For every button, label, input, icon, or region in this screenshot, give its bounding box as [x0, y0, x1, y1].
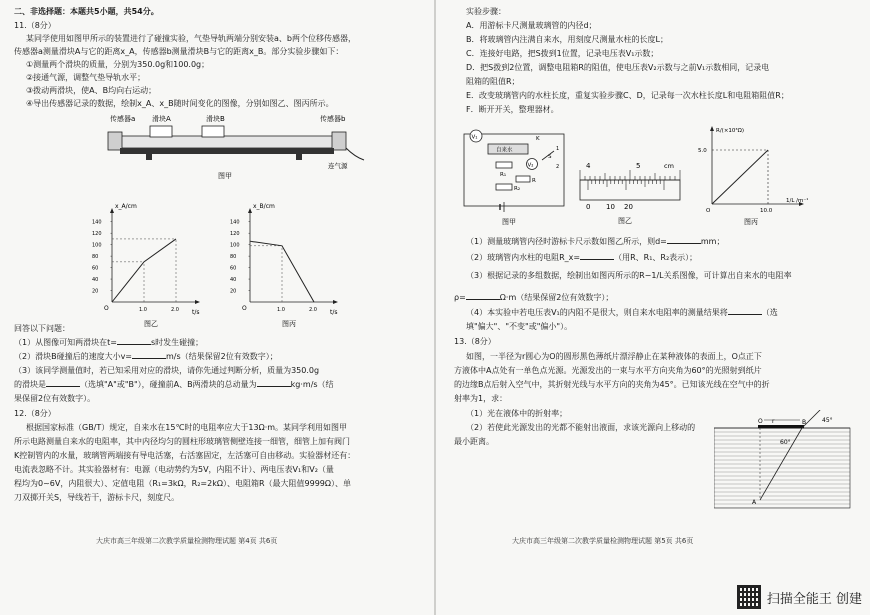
- y-tick-label: 40: [230, 277, 237, 284]
- answer-blank[interactable]: [466, 292, 500, 300]
- right-exam-page: [436, 0, 870, 615]
- answer-intro: 回答以下问题：: [14, 324, 70, 333]
- svg-text:V₂: V₂: [527, 162, 534, 169]
- answer-blank[interactable]: [117, 337, 151, 345]
- x-tick-label: 2.0: [171, 307, 179, 313]
- svg-text:45°: 45°: [822, 417, 833, 424]
- resistance-box-r: [516, 176, 530, 182]
- x-tick-label: 1.0: [139, 307, 147, 313]
- q13-sub1: （1）光在液体中的折射率；: [466, 409, 568, 418]
- q13-sub2: （2）若使此光源发出的光都不能射出液面，求该光源向上移动的: [466, 423, 696, 432]
- q11-intro-line1: 某同学使用如图甲所示的装置进行了碰撞实验，气垫导轨两端分别安装a、b两个位移传感器，: [26, 34, 356, 43]
- black-paper-disk: [758, 425, 804, 429]
- slider-b-block: [202, 126, 224, 137]
- q11-number: 11.（8分）: [14, 21, 56, 30]
- svg-text:S: S: [548, 154, 552, 160]
- q12-sub3-line1: （3）根据记录的多组数据，绘制出如图丙所示的R−1/L关系图像，可计算出自来水的电阻率: [466, 271, 792, 280]
- svg-text:1: 1: [556, 146, 560, 152]
- origin-label: O: [104, 305, 109, 312]
- q11-step3: ③拨动两滑块，使A、B均向右运动；: [26, 86, 157, 95]
- svg-text:R: R: [532, 178, 536, 184]
- y-tick-label: 80: [230, 254, 237, 261]
- answer-blank[interactable]: [46, 379, 80, 387]
- y-tick-label: 140: [230, 219, 240, 226]
- y-tick-label: 140: [92, 219, 102, 226]
- svg-text:R₁: R₁: [500, 172, 507, 178]
- q13-line1: 如图，一半径为r圆心为O的圆形黑色薄纸片漂浮静止在某种液体的表面上，O点正下: [466, 352, 762, 361]
- svg-text:20: 20: [624, 203, 633, 211]
- svg-text:V₁: V₁: [471, 134, 478, 141]
- answer-blank[interactable]: [132, 351, 166, 359]
- slider-a-label: 滑块A: [152, 115, 171, 123]
- figure-yi-vernier: [576, 160, 686, 226]
- svg-text:自来水: 自来水: [496, 147, 513, 154]
- figure-jia-air-track: [100, 112, 370, 180]
- y-tick-label: 60: [230, 265, 237, 272]
- q12-line5: 程均为0~6V，内阻很大）、定值电阻（R₁=3kΩ，R₂=2kΩ）、电阻箱R（最大阻值9999Ω）、单: [14, 479, 351, 488]
- figure-bing-caption: 图丙: [744, 218, 758, 226]
- svg-text:R/(×10³Ω): R/(×10³Ω): [716, 128, 744, 134]
- x-axis-label: t/s: [192, 309, 200, 316]
- q12-line3: K控制管内的水量，玻璃管两端接有导电活塞，右活塞固定，左活塞可自由移动。实验器材还有：: [14, 451, 356, 460]
- origin-label: O: [242, 305, 247, 312]
- graph-bing-xb-vs-t: [228, 200, 346, 328]
- right-page-footer: 大庆市高三年级第二次教学质量检测物理试题 第5页 共6页: [512, 537, 694, 545]
- q11-sub3-line1: （3）该同学测量值时，若已知采用对应的滑块，请你先通过判断分析，质量为350.0g: [14, 366, 320, 375]
- q12-sub4-line1: （4）本实验中若电压表V₁的内阻不是很大，则自来水电阻率的测量结果将 （选: [466, 308, 778, 317]
- q11-step4: ④导出传感器记录的数据，绘制x_A、x_B随时间变化的图像，分别如图乙、图丙所示。: [26, 99, 334, 108]
- y-tick-label: 80: [92, 254, 99, 261]
- q12-sub4-line2: 填"偏大"、"不变"或"偏小"）。: [466, 322, 573, 331]
- svg-text:2: 2: [556, 164, 560, 170]
- sensor-a-block: [108, 132, 122, 150]
- graph-caption: 图丙: [282, 320, 296, 328]
- y-tick-label: 20: [230, 288, 237, 295]
- y-tick-label: 60: [92, 265, 99, 272]
- svg-text:0: 0: [586, 203, 591, 211]
- figure-jia-circuit: [456, 118, 576, 226]
- figure-refraction: [714, 410, 852, 510]
- resistor-r1: [496, 162, 512, 168]
- q12-number: 12.（8分）: [14, 409, 56, 418]
- svg-text:A: A: [752, 499, 757, 506]
- answer-blank[interactable]: [580, 252, 614, 260]
- graph-yi-xa-vs-t: [90, 200, 200, 328]
- y-tick-label: 100: [230, 242, 240, 249]
- figure-jia-caption: 图甲: [218, 172, 232, 180]
- step-c: C．连接好电路，把S拨到1位置，记录电压表V₁示数；: [466, 49, 659, 58]
- q12-line6: 刀双掷开关S，导线若干，游标卡尺，刻度尺。: [14, 493, 180, 502]
- y-tick-label: 20: [92, 288, 99, 295]
- sensor-a-label: 传感器a: [110, 115, 136, 123]
- figure-yi-caption: 图乙: [618, 217, 632, 225]
- q11-step1: ①测量两个滑块的质量，分别为350.0g和100.0g；: [26, 60, 210, 69]
- slider-b-label: 滑块B: [206, 115, 225, 123]
- q12-sub1: （1）测量玻璃管内径时游标卡尺示数如图乙所示，则d= mm；: [466, 237, 725, 246]
- q12-line4: 电流表忽略不计。其实验器材有：电源（电动势约为5V，内阻不计）、两电压表V₁和V₂（量: [14, 465, 334, 474]
- step-d-line1: D．把S拨到2位置，调整电阻箱R的阻值，使电压表V₂示数与之前V₁示数相同，记录电: [466, 63, 770, 72]
- left-exam-page: [0, 0, 434, 615]
- step-d-line2: 阻箱的阻值R；: [466, 77, 520, 86]
- q13-line4: 射率为1，求：: [454, 394, 508, 403]
- answer-blank[interactable]: [257, 379, 291, 387]
- air-source-label: 连气源: [328, 162, 348, 170]
- svg-text:r: r: [772, 418, 775, 425]
- q11-sub2: （2）滑块B碰撞后的速度大小v= m/s（结果保留2位有效数字）；: [14, 352, 278, 361]
- figure-jia-caption-right: 图甲: [502, 218, 516, 226]
- q12-sub3-line2: ρ= Ω·m（结果保留2位有效数字）；: [454, 293, 614, 302]
- qr-code-icon: [737, 585, 761, 609]
- steps-title: 实验步骤：: [466, 7, 506, 16]
- q11-intro-line2: 传感器a测量滑块A与它的距离x_A，传感器b测量滑块B与它的距离x_B。部分实验步骤如下：: [14, 47, 344, 56]
- q12-line2: 所示电路测量自来水的电阻率，其中内径均匀的圆柱形玻璃管侧壁连接一细管，细管上加有阀门: [14, 437, 350, 446]
- step-b: B．将玻璃管内注满自来水，用刻度尺测量水柱的长度L；: [466, 35, 668, 44]
- svg-text:1/L /m⁻¹: 1/L /m⁻¹: [786, 198, 808, 204]
- step-a: A．用游标卡尺测量玻璃管的内径d；: [466, 21, 597, 30]
- svg-text:5: 5: [636, 162, 641, 170]
- svg-text:4: 4: [586, 162, 591, 170]
- y-axis-label: x_B/cm: [253, 203, 275, 210]
- q13-line3: 的边缘B点后射入空气中，其折射光线与水平方向的夹角为45°。已知该光线在空气中的折: [454, 380, 770, 389]
- y-axis-label: x_A/cm: [115, 203, 137, 210]
- step-f: F．断开开关，整理器材。: [466, 105, 559, 114]
- svg-text:10: 10: [606, 203, 615, 211]
- x-axis-label: t/s: [330, 309, 338, 316]
- y-tick-label: 40: [92, 277, 99, 284]
- slider-a-block: [150, 126, 172, 137]
- svg-text:R₂: R₂: [514, 186, 521, 192]
- q11-sub1: （1）从图像可知两滑块在t= s时发生碰撞；: [14, 338, 204, 347]
- svg-text:60°: 60°: [780, 439, 791, 446]
- step-e: E．改变玻璃管内的水柱长度，重复实验步骤C、D，记录每一次水柱长度L和电阻箱阻值R；: [466, 91, 789, 100]
- q12-sub2: （2）玻璃管内水柱的电阻R_x= （用R、R₁、R₂表示）；: [466, 253, 698, 262]
- svg-text:O: O: [758, 418, 763, 425]
- q11-sub3-line3: 果保留2位有效数字）。: [14, 394, 96, 403]
- answer-blank[interactable]: [667, 236, 701, 244]
- left-page-footer: 大庆市高三年级第二次教学质量检测物理试题 第4页 共6页: [96, 537, 278, 545]
- graph-caption: 图乙: [144, 320, 158, 328]
- figure-bing-r-vs-inverse-l: [698, 122, 808, 226]
- svg-text:5.0: 5.0: [698, 148, 707, 154]
- q11-sub3-line2: 的滑块是 （选填"A"或"B"），碰撞前A、B两滑块的总动量为 kg·m/s（结: [14, 380, 334, 389]
- section-title: 二、非选择题：本题共5小题，共54分。: [14, 7, 159, 16]
- scanner-watermark: [737, 585, 862, 609]
- x-tick-label: 1.0: [277, 307, 285, 313]
- q12-line1: 根据国家标准（GB/T）规定，自来水在15℃时的电阻率应大于13Ω·m。某同学利用如图甲: [26, 423, 348, 432]
- y-tick-label: 120: [92, 231, 102, 238]
- svg-text:K: K: [536, 136, 540, 142]
- q13-sub2-line2: 最小距离。: [454, 437, 494, 446]
- watermark-text: 扫描全能王 创建: [766, 591, 862, 607]
- answer-blank[interactable]: [728, 307, 762, 315]
- svg-text:B: B: [802, 419, 807, 426]
- x-tick-label: 2.0: [309, 307, 317, 313]
- svg-text:O: O: [706, 208, 711, 214]
- y-tick-label: 100: [92, 242, 102, 249]
- q13-line2: 方液体中A点处有一单色点光源。光源发出的一束与水平方向夹角为60°的光照射到纸片: [454, 366, 762, 375]
- q11-step2: ②接通气源，调整气垫导轨水平；: [26, 73, 146, 82]
- y-tick-label: 120: [230, 231, 240, 238]
- sensor-b-label: 传感器b: [320, 115, 346, 123]
- svg-text:cm: cm: [664, 162, 674, 170]
- svg-text:10.0: 10.0: [760, 208, 773, 214]
- sensor-b-block: [332, 132, 346, 150]
- q13-number: 13.（8分）: [454, 337, 496, 346]
- resistor-r2: [496, 184, 512, 190]
